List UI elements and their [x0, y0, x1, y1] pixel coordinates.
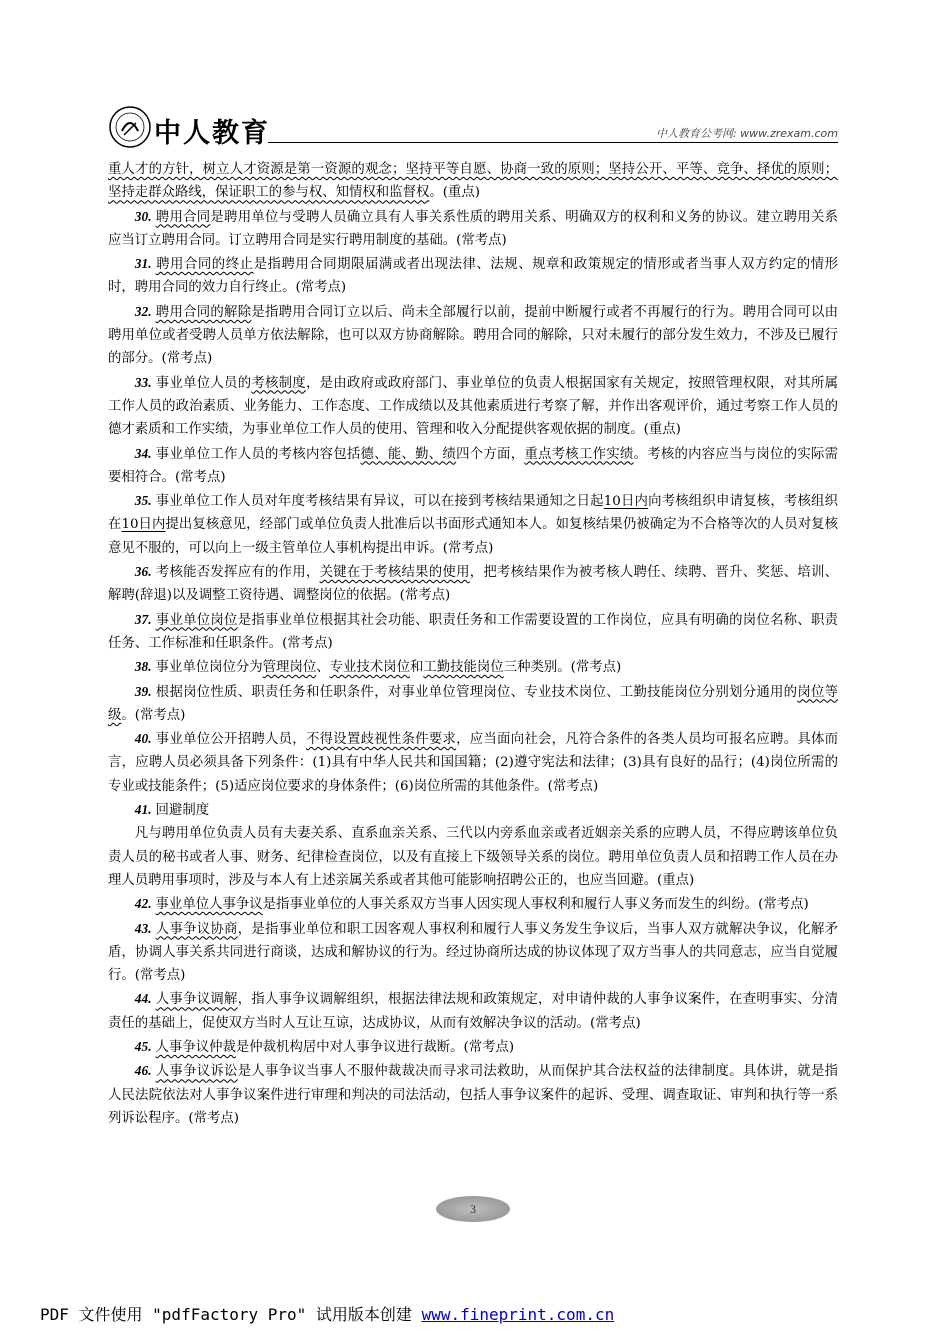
- text-segment: 向考核组织申请复核，考核组织在: [108, 494, 839, 533]
- key-term: 人事争议协商: [155, 921, 238, 937]
- item-number: 30.: [134, 208, 152, 224]
- footer-link[interactable]: www.fineprint.com.cn: [421, 1305, 615, 1324]
- key-term: 10日内: [121, 517, 166, 533]
- item-number: 43.: [134, 920, 152, 936]
- text-segment: 事业单位岗位分为: [155, 660, 263, 676]
- item-number: 34.: [134, 445, 152, 461]
- paragraph: [108, 892, 838, 916]
- paragraph: [108, 727, 838, 798]
- key-term: 事业单位人事争议: [155, 897, 263, 913]
- key-term: 关键在于考核结果的使用: [319, 565, 470, 581]
- paragraph: [108, 205, 838, 253]
- paragraph: [108, 489, 838, 560]
- document-body: [108, 158, 838, 1130]
- text-segment: ，应当面向社会，凡符合条件的各类人员均可报名应聘。具体而言，应聘人员必须具备下列条件：(1)具有中华人民共和国国籍；(2)遵守宪法和法律；(3)具有良好的品行；(4)岗位所需的专业或技能条件；(5)适应岗位要求的身体条件；(6)岗位所需的其他条件。(常考点): [108, 732, 839, 794]
- text-segment: 事业单位人员的: [155, 375, 252, 391]
- item-number: 32.: [134, 303, 152, 319]
- key-term: 管理岗位: [262, 660, 317, 676]
- item-number: 41.: [134, 802, 152, 818]
- paragraph: [108, 655, 838, 679]
- text-segment: 是指事业单位的人事关系双方当事人因实现人事权利和履行人事义务而发生的纠纷。(常考点): [262, 897, 809, 913]
- item-number: 33.: [134, 374, 152, 390]
- item-number: 38.: [134, 659, 152, 675]
- text-segment: 。(常考点): [121, 707, 186, 723]
- key-term: 聘用合同: [155, 209, 211, 225]
- key-term: 人事争议诉讼: [155, 1064, 238, 1080]
- text-segment: 事业单位公开招聘人员，: [155, 732, 306, 748]
- key-term: 专业技术岗位: [329, 660, 410, 676]
- text-segment: ，把考核结果作为被考核人聘任、续聘、晋升、奖惩、培训、解聘(辞退)以及调整工资待遇、调整岗位的依据。(常考点): [108, 565, 838, 604]
- key-term: 聘用合同的解除: [155, 304, 252, 320]
- key-term: 岗位等级: [108, 684, 839, 723]
- text-segment: 三种类别。(常考点): [503, 660, 622, 676]
- key-term: 10日内: [603, 494, 649, 510]
- item-number: 39.: [134, 683, 152, 699]
- page-header: [108, 103, 838, 153]
- paragraph: [108, 252, 838, 300]
- text-segment: 。(重点): [429, 185, 480, 201]
- text-segment: ，是由政府或政府部门、事业单位的负责人根据国家有关规定，按照管理权限，对其所属工作人员的政治素质、业务能力、工作态度、工作成绩以及其他素质进行考察了解，并作出客观评价，通过考察工作人员的德才素质和工作实绩，为事业单位工作人员的使用、管理和收入分配提供客观依据的制度。(重点): [108, 375, 839, 438]
- brand-name: 中人教育: [154, 118, 270, 149]
- paragraph: [108, 158, 838, 205]
- paragraph: [108, 798, 838, 822]
- page-number-badge: [436, 1196, 510, 1222]
- text-segment: 凡与聘用单位负责人员有夫妻关系、直系血亲关系、三代以内旁系血亲或者近姻亲关系的应聘人员，不得应聘该单位负责人员的秘书或者人事、财务、纪律检查岗位，以及有直接上下级领导关系的岗位。聘用单位负责人员和招聘工作人员在办理人员聘用事项时，涉及与本人有上述亲属关系或者其他可能影响招聘公正的，也应当回避。(重点): [108, 826, 838, 888]
- text-segment: 回避制度: [155, 803, 210, 819]
- key-term: 事业单位岗位: [155, 612, 238, 628]
- text-segment: 四个方面，: [456, 446, 525, 462]
- paragraph: [108, 1035, 838, 1059]
- text-segment: 。考核的内容应当与岗位的实际需要相符合。(常考点): [108, 446, 839, 485]
- paragraph: [108, 822, 838, 892]
- key-term: 重人才的方针，树立人才资源是第一资源的观念；坚持平等自愿、协商一致的原则；坚持公开、平等、竞争、择优的原则；坚持走群众路线，保证职工的参与权、知情权和监督权: [108, 162, 838, 201]
- text-segment: 事业单位工作人员对年度考核结果有异议，可以在接到考核结果通知之日起: [155, 494, 604, 510]
- paragraph: [108, 987, 838, 1035]
- paragraph: [108, 371, 838, 442]
- text-segment: 是指事业单位根据其社会功能、职责任务和工作需要设置的工作岗位，应具有明确的岗位名称、职责任务、工作标准和任职条件。(常考点): [108, 612, 839, 651]
- text-segment: 是聘用单位与受聘人员确立具有人事关系性质的聘用关系、明确双方的权利和义务的协议。建立聘用关系应当订立聘用合同。订立聘用合同是实行聘用制度的基础。(常考点): [108, 209, 839, 248]
- paragraph: [108, 1059, 838, 1130]
- text-segment: 是指聘用合同订立以后、尚未全部履行以前，提前中断履行或者不再履行的行为。聘用合同可以由聘用单位或者受聘人员单方依法解除，也可以双方协商解除。聘用合同的解除，只对未履行的部分发生效力，不涉及已履行的部分。(常考点): [108, 304, 839, 367]
- logo-seal-icon: [108, 105, 152, 149]
- paragraph: [108, 560, 838, 608]
- text-segment: 和: [409, 660, 424, 676]
- key-term: 工勤技能岗位: [423, 660, 504, 676]
- footer-text: PDF 文件使用 "pdfFactory Pro" 试用版本创建: [40, 1305, 422, 1324]
- page-number: 3: [470, 1201, 476, 1216]
- text-segment: 是仲裁机构居中对人事争议进行裁断。(常考点): [235, 1039, 515, 1055]
- key-term: 德、能、勤、绩: [360, 446, 457, 462]
- paragraph: [108, 680, 838, 728]
- item-number: 46.: [134, 1063, 152, 1079]
- paragraph: [108, 300, 838, 371]
- text-segment: 根据岗位性质、职责任务和任职条件，对事业单位管理岗位、专业技术岗位、工勤技能岗位分别划分通用的: [155, 684, 798, 700]
- key-term: 重点考核工作实绩: [524, 446, 634, 462]
- key-term: 人事争议仲裁: [155, 1039, 236, 1055]
- text-segment: 考核能否发挥应有的作用，: [155, 565, 320, 581]
- pdf-footer: [40, 1302, 614, 1325]
- item-number: 45.: [134, 1038, 152, 1054]
- paragraph: [108, 917, 838, 988]
- item-number: 31.: [134, 256, 152, 272]
- item-number: 35.: [134, 493, 152, 509]
- item-number: 40.: [134, 731, 152, 747]
- key-term: 考核制度: [251, 375, 306, 391]
- paragraph: [108, 442, 838, 490]
- item-number: 44.: [134, 991, 152, 1007]
- text-segment: 是指聘用合同期限届满或者出现法律、法规、规章和政策规定的情形或者当事人双方约定的情形时，聘用合同的效力自行终止。(常考点): [108, 257, 838, 296]
- paragraph: [108, 608, 838, 656]
- key-term: 聘用合同的终止: [155, 257, 254, 273]
- text-segment: ，指人事争议调解组织，根据法律法规和政策规定，对申请仲裁的人事争议案件，在查明事实、分清责任的基础上，促使双方当时人互让互谅，达成协议，从而有效解决争议的活动。(常考点): [108, 992, 839, 1031]
- text-segment: 事业单位工作人员的考核内容包括: [155, 446, 361, 462]
- text-segment: ，是指事业单位和职工因客观人事权利和履行人事义务发生争议后，当事人双方就解决争议，化解矛盾，协调人事关系共同进行商谈，达成和解协议的行为。经过协商所达成的协议体现了双方当事人的共同意志，应当自觉履行。(常考点): [108, 921, 839, 984]
- key-term: 人事争议调解: [155, 992, 238, 1008]
- header-site-text: 中人教育公考网: www.zrexam.com: [655, 127, 838, 140]
- item-number: 42.: [134, 896, 152, 912]
- text-segment: 提出复核意见，经部门或单位负责人批准后以书面形式通知本人。如复核结果仍被确定为不合格等次的人员对复核意见不服的，可以向上一级主管单位人事机构提出申诉。(常考点): [108, 517, 839, 556]
- item-number: 36.: [134, 564, 152, 580]
- item-number: 37.: [134, 611, 152, 627]
- text-segment: 是人事争议当事人不服仲裁裁决而寻求司法救助，从而保护其合法权益的法律制度。具体讲，就是指人民法院依法对人事争议案件进行审理和判决的司法活动，包括人事争议案件的起诉、受理、调查取证、审判和执行等一系列诉讼程序。(常考点): [108, 1064, 839, 1126]
- key-term: 不得设置歧视性条件要求: [305, 732, 457, 748]
- header-rule: [268, 142, 838, 143]
- text-segment: 、: [316, 660, 330, 676]
